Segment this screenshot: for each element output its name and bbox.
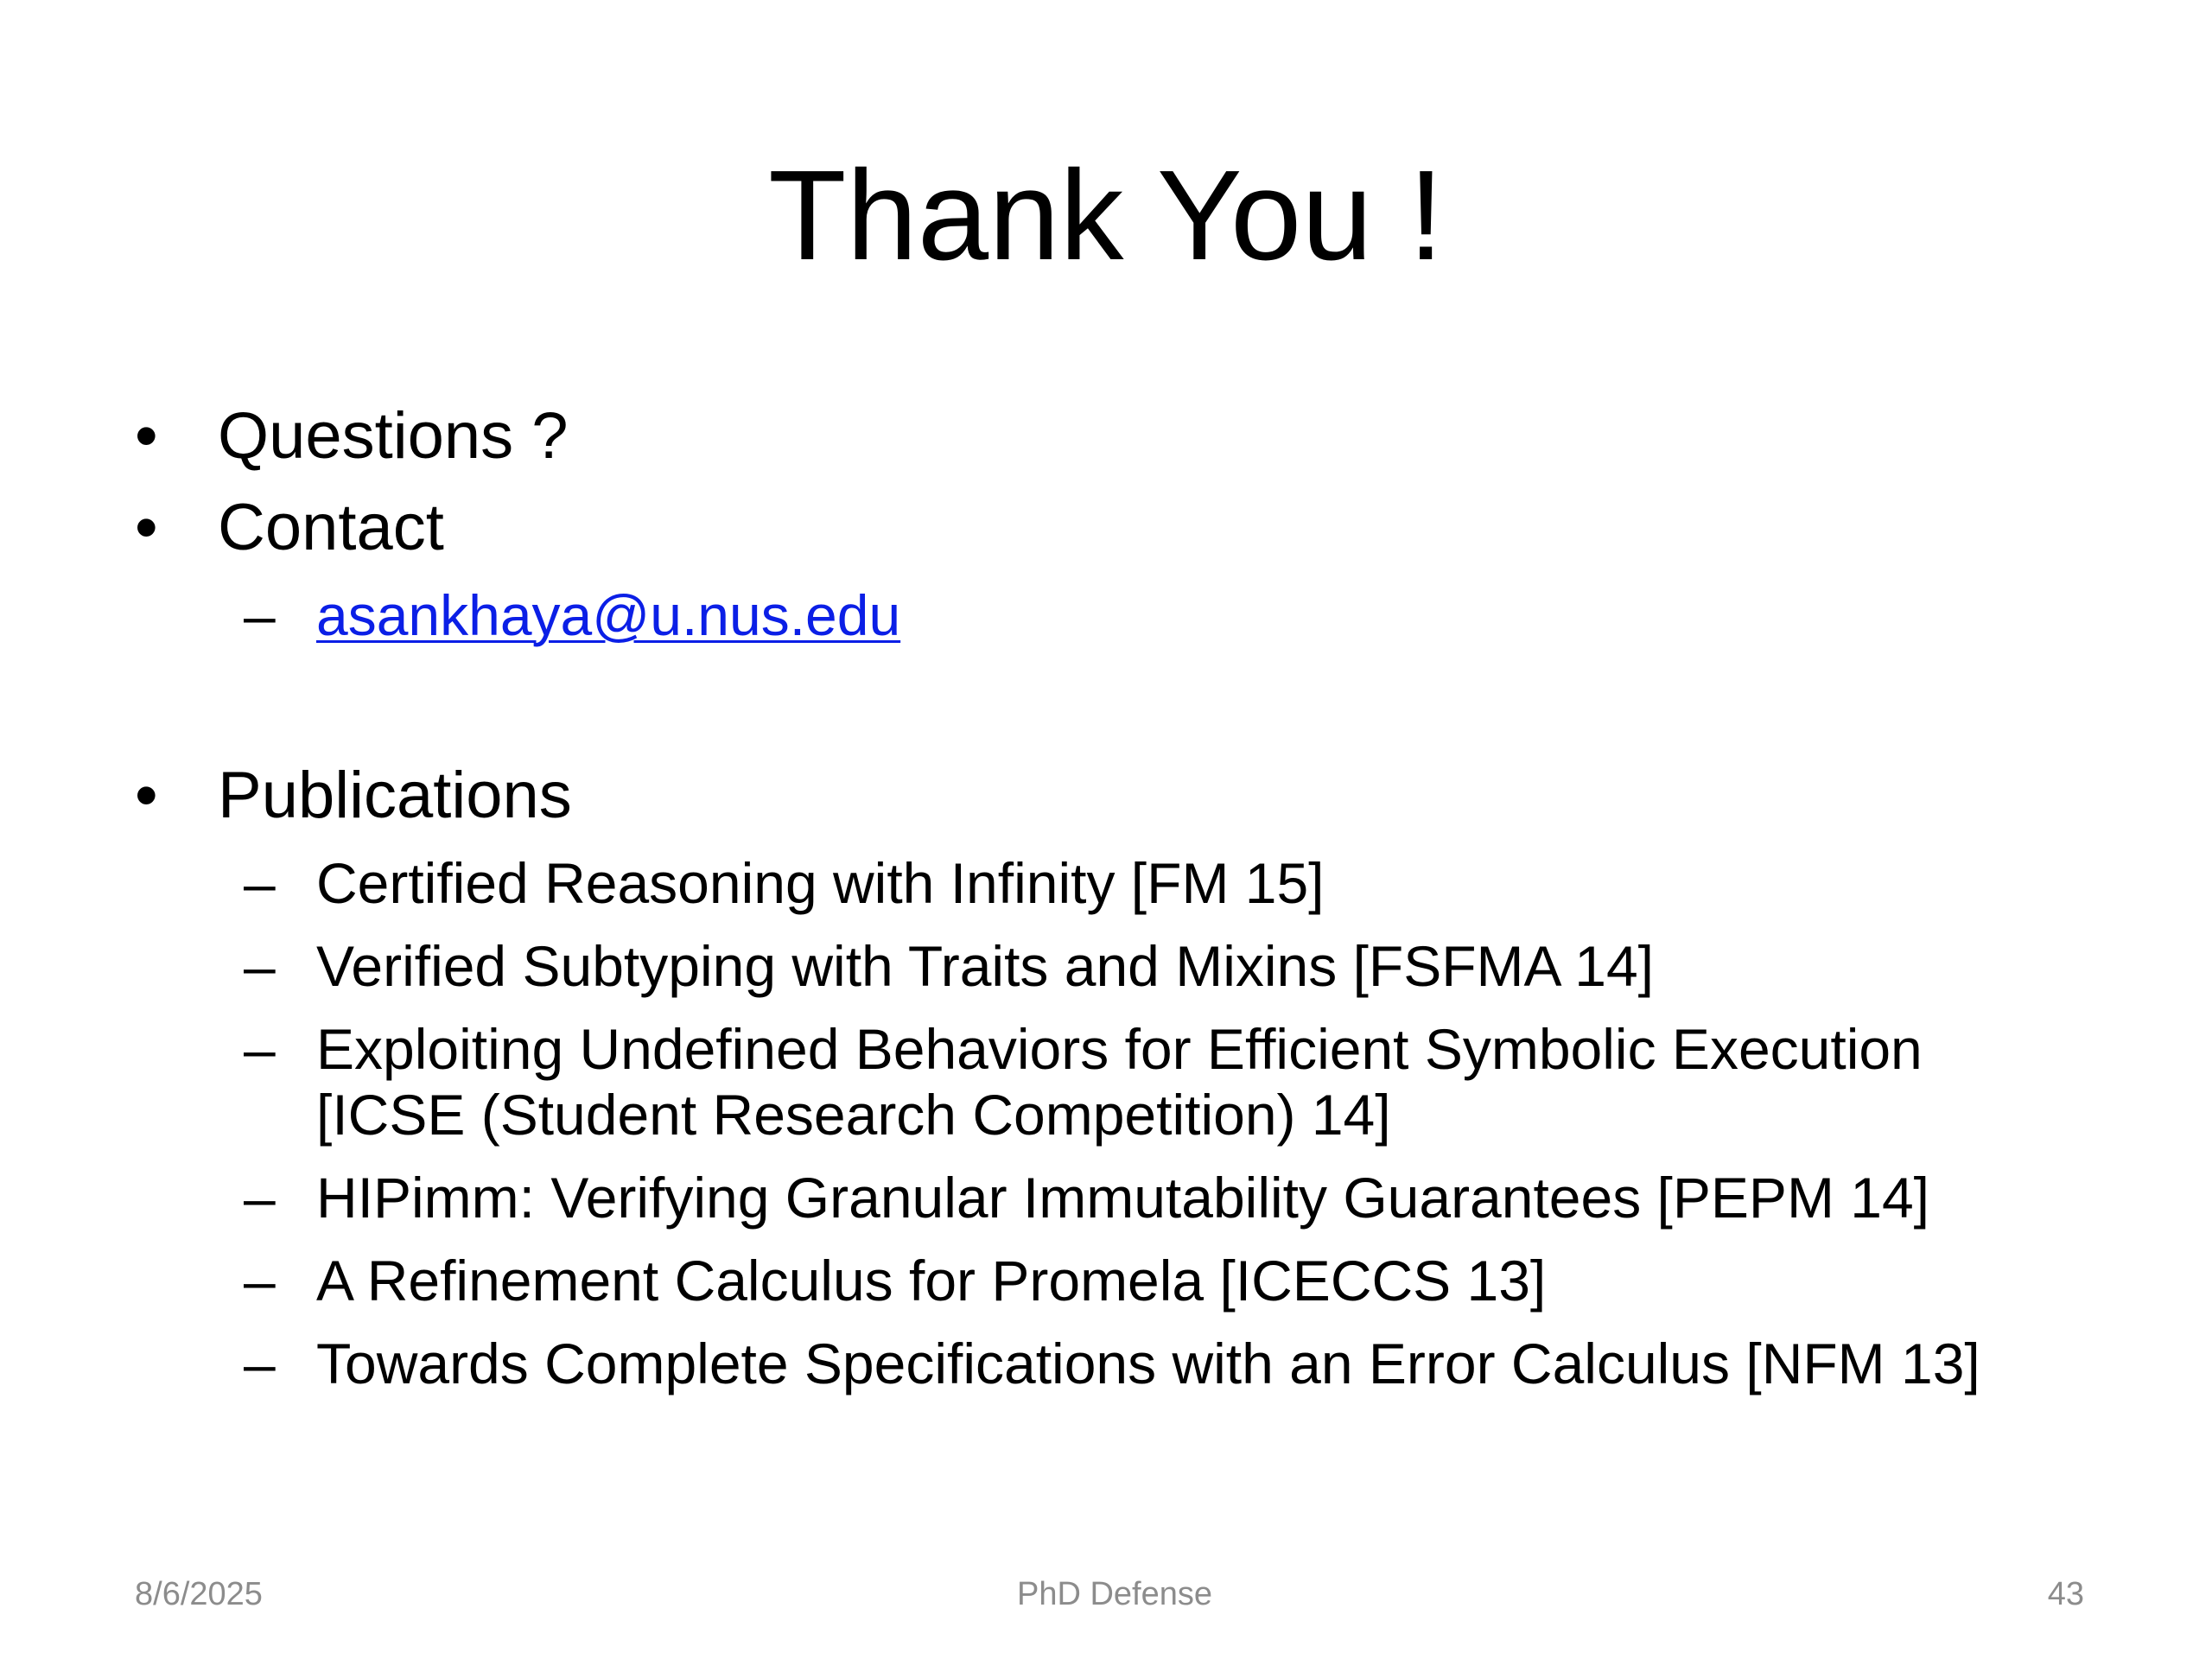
publication-label: HIPimm: Verifying Granular Immutability Guarantees [PEPM 14] — [316, 1166, 1930, 1230]
footer-page-number: 43 — [2047, 1576, 2084, 1612]
bullet-marker: • — [135, 759, 158, 832]
sub-marker: – — [244, 1332, 276, 1395]
publication-label: A Refinement Calculus for Promela [ICECCS 13] — [316, 1249, 1547, 1313]
sub-marker: – — [244, 851, 276, 915]
bullet-label: Publications — [218, 759, 572, 832]
bullet-marker: • — [135, 399, 158, 473]
sub-marker: – — [244, 1017, 276, 1081]
bullet-label: Questions ? — [218, 399, 569, 473]
sub-marker: – — [244, 1249, 276, 1313]
sub-marker: – — [244, 934, 276, 998]
footer-date: 8/6/2025 — [135, 1576, 263, 1612]
email-link[interactable]: asankhaya@u.nus.edu — [316, 583, 901, 647]
publication-label: Exploiting Undefined Behaviors for Efficient Symbolic Execution [ICSE (Student Research Competition) 14] — [316, 1017, 1923, 1147]
slide-title: Thank You ! — [768, 144, 1444, 287]
publication-label: Towards Complete Specifications with an Error Calculus [NFM 13] — [316, 1332, 1980, 1395]
publication-label: Certified Reasoning with Infinity [FM 15] — [316, 851, 1325, 915]
publication-label: Verified Subtyping with Traits and Mixins [FSFMA 14] — [316, 934, 1655, 998]
bullet-label: Contact — [218, 491, 444, 564]
sub-marker: – — [244, 1166, 276, 1230]
footer-title: PhD Defense — [1016, 1576, 1212, 1612]
sub-marker: – — [244, 583, 276, 647]
bullet-marker: • — [135, 491, 158, 564]
